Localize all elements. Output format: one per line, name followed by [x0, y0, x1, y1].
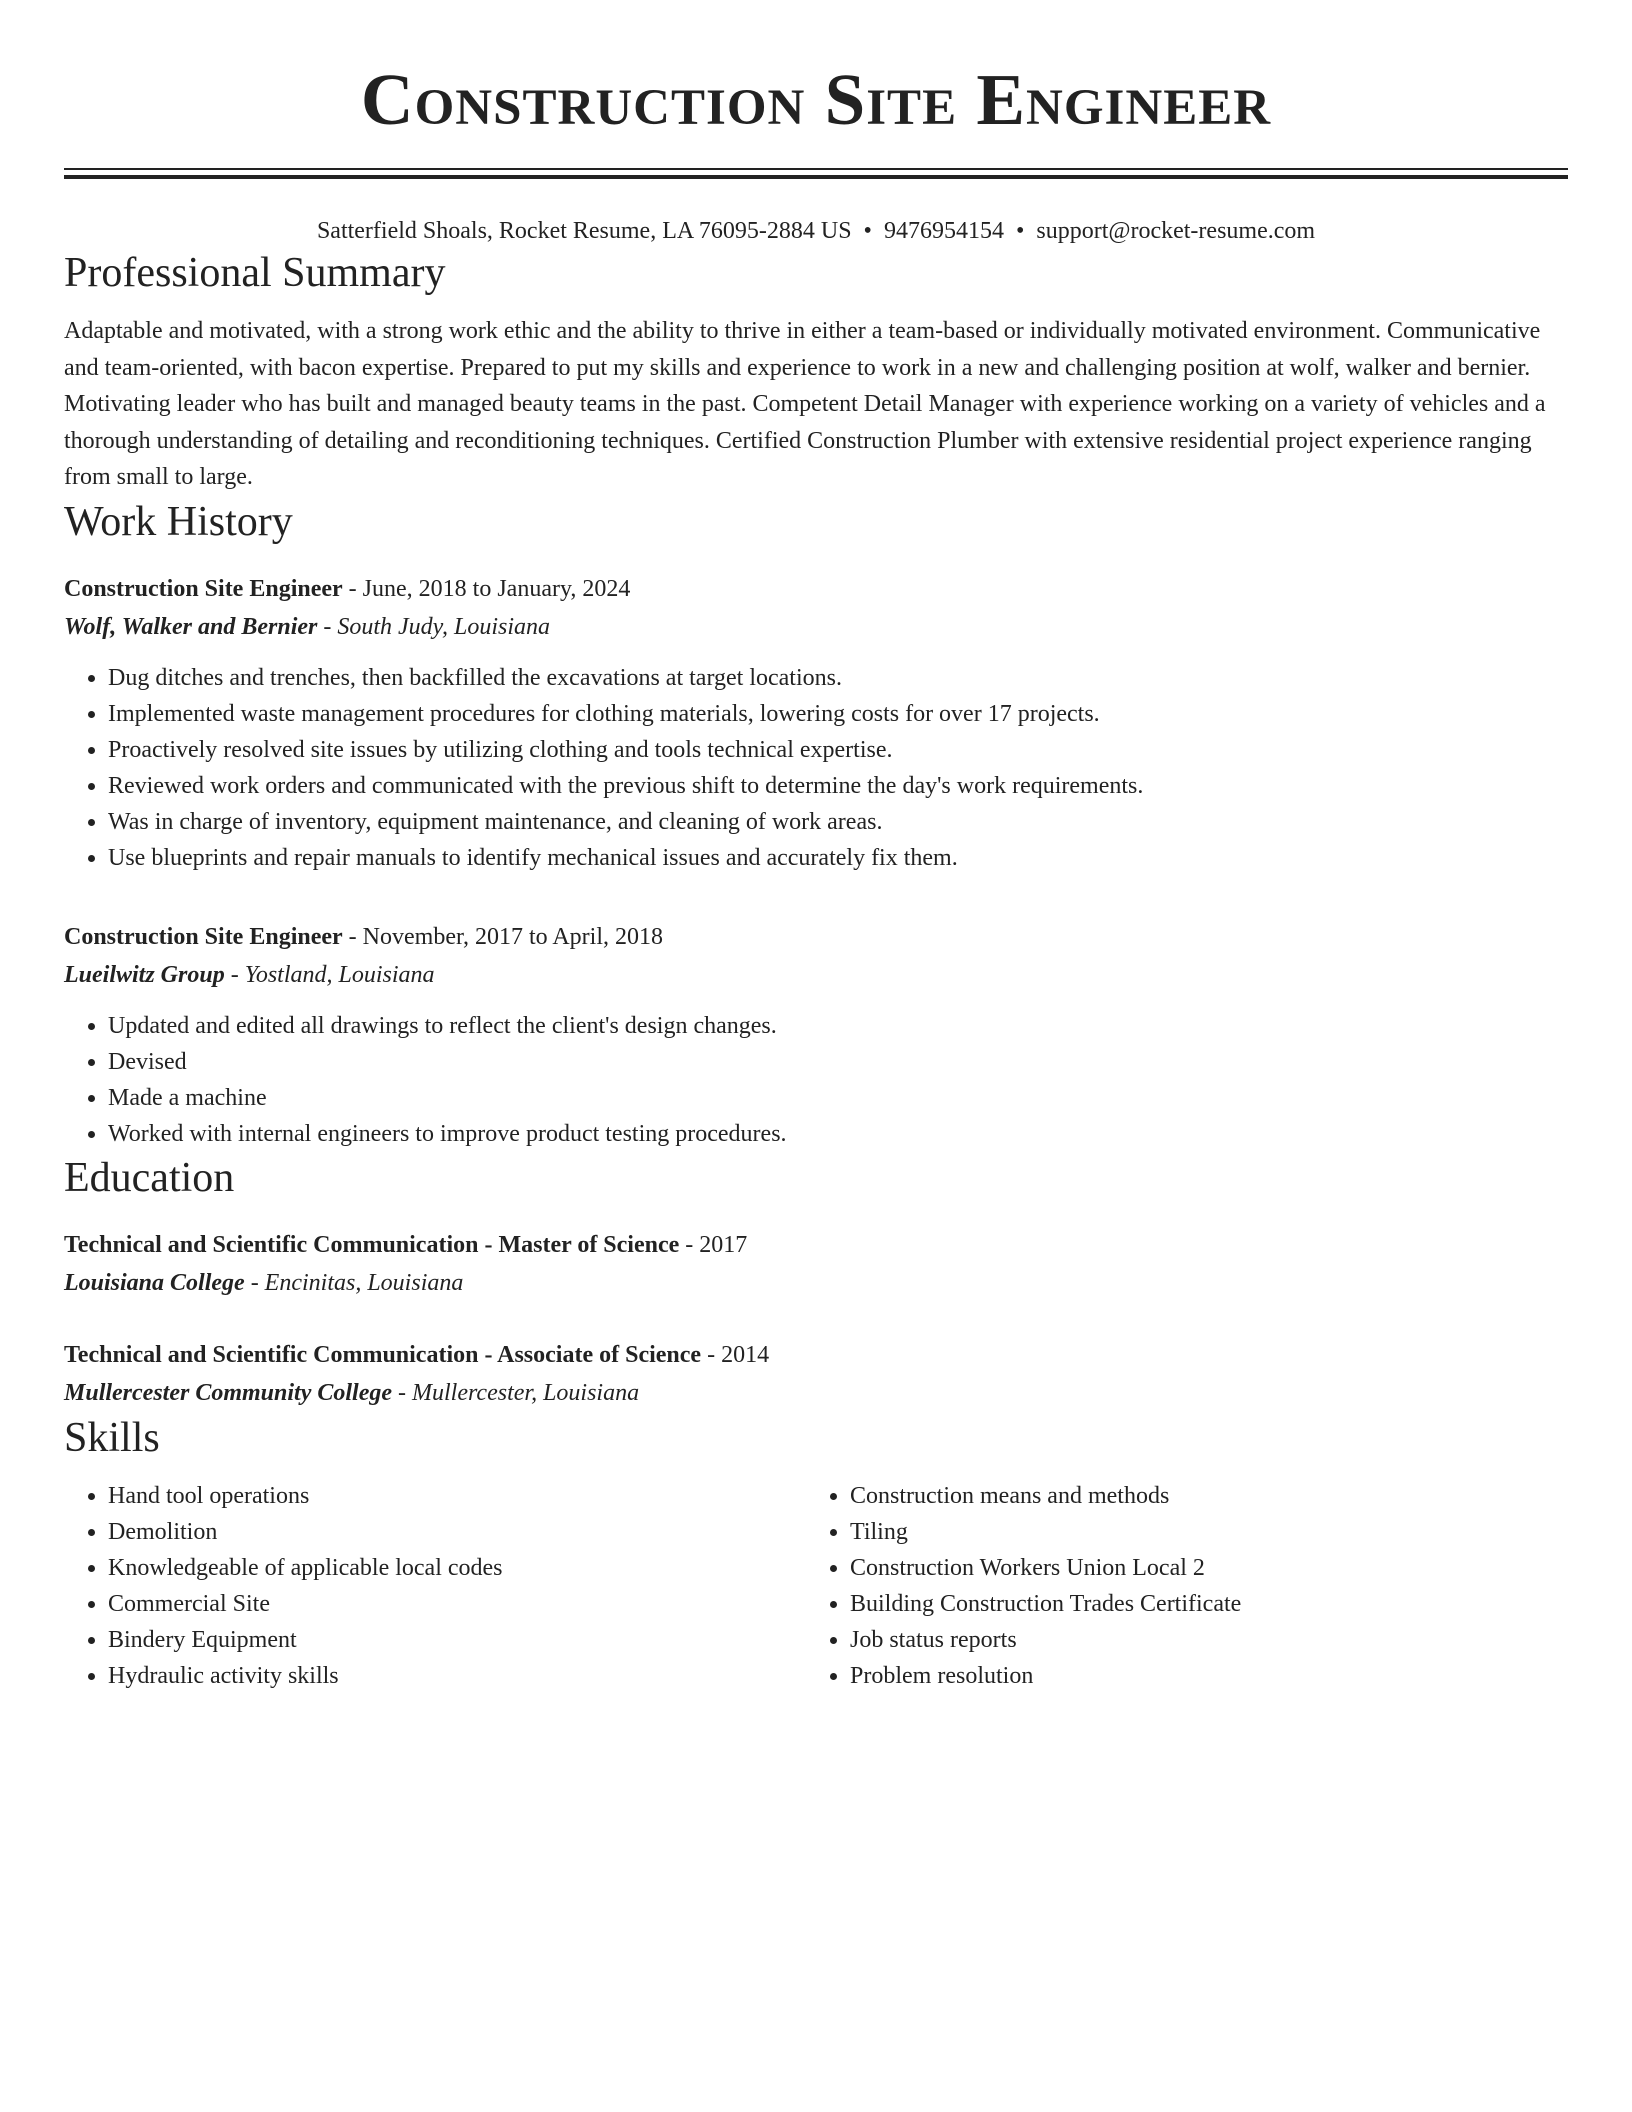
contact-separator: • [1015, 218, 1025, 244]
education-location: - Mullercester, Louisiana [392, 1379, 640, 1406]
skill-item: • Hand tool operations [108, 1478, 806, 1514]
contact-email: support@rocket-resume.com [1036, 218, 1316, 244]
skills-columns [64, 1478, 1568, 1694]
skills-column-left [64, 1478, 806, 1694]
skill-item: • Commercial Site [108, 1586, 806, 1622]
education-school-line [64, 1264, 1568, 1302]
skill-item: • Demolition [108, 1514, 806, 1550]
job-entry [64, 918, 1568, 1152]
contact-line [64, 215, 1568, 247]
list-item: • Updated and edited all drawings to reflect the client's design changes. [108, 1008, 1568, 1044]
list-item: • Dug ditches and trenches, then backfilled the excavations at target locations. [108, 660, 1568, 696]
list-item: • Proactively resolved site issues by utilizing clothing and tools technical expertise. [108, 732, 1568, 768]
job-dates: - November, 2017 to April, 2018 [342, 923, 664, 950]
skill-item: • Tiling [850, 1514, 1548, 1550]
education-entry [64, 1336, 1568, 1412]
job-bullet-list [64, 660, 1568, 876]
education-degree-line [64, 1226, 1568, 1264]
skills-column-right [806, 1478, 1548, 1694]
skill-item: • Bindery Equipment [108, 1622, 806, 1658]
education-year: - 2014 [701, 1341, 770, 1368]
job-company: Wolf, Walker and Bernier [64, 613, 318, 640]
job-location: - Yostland, Louisiana [224, 961, 435, 988]
job-company-line [64, 956, 1568, 994]
job-dates: - June, 2018 to January, 2024 [342, 575, 631, 602]
header-divider [64, 168, 1568, 179]
list-item: • Worked with internal engineers to improve product testing procedures. [108, 1116, 1568, 1152]
contact-separator: • [863, 218, 872, 244]
skill-item: • Knowledgeable of applicable local codes [108, 1550, 806, 1586]
skill-item: • Job status reports [850, 1622, 1548, 1658]
skill-item: • Problem resolution [850, 1658, 1548, 1694]
education-year: - 2017 [679, 1231, 748, 1258]
job-company: Lueilwitz Group [64, 961, 225, 988]
section-title-summary: Professional Summary [64, 250, 446, 296]
education-location: - Encinitas, Louisiana [244, 1269, 464, 1296]
skills-list [64, 1478, 806, 1694]
skill-item: • Building Construction Trades Certificate [850, 1586, 1548, 1622]
skill-item: • Hydraulic activity skills [108, 1658, 806, 1694]
contact-address: Satterfield Shoals, Rocket Resume, LA 76095-2884 US [316, 218, 852, 244]
section-title-education: Education [64, 1154, 235, 1201]
job-company-line [64, 608, 1568, 646]
education-degree: Technical and Scientific Communication - Associate of Science [64, 1341, 702, 1368]
job-entry [64, 570, 1568, 876]
job-title: Construction Site Engineer [64, 575, 343, 602]
resume-name: Construction Site Engineer [360, 59, 1272, 140]
education-school-line [64, 1374, 1568, 1412]
resume-page [64, 0, 1568, 1694]
divider-thick-line [64, 175, 1568, 179]
summary-paragraph: Adaptable and motivated, with a strong work ethic and the ability to thrive in either a team-based or individually motivated environment. Communicative and team-oriented, with bacon expertise. Prepared to put my skills and experience to work in a new and challenging position at wolf, walker and bernier. Motivating leader who has built and managed beauty teams in the past. Competent Detail Manager with experience working on a variety of vehicles and a thorough understanding of detailing and reconditioning techniques. Certified Construction Plumber with extensive residential project experience ranging from small to large. [64, 318, 1546, 490]
job-bullet-list [64, 1008, 1568, 1152]
section-title-skills: Skills [64, 1414, 160, 1461]
education-entry [64, 1226, 1568, 1302]
list-item: • Use blueprints and repair manuals to identify mechanical issues and accurately fix them. [108, 840, 1568, 876]
education-school: Mullercester Community College [64, 1379, 392, 1406]
skills-list [806, 1478, 1548, 1694]
job-title-line [64, 570, 1568, 608]
list-item: • Made a machine [108, 1080, 1568, 1116]
list-item: • Implemented waste management procedures for clothing materials, lowering costs for over 17 projects. [108, 696, 1568, 732]
job-location: - South Judy, Louisiana [317, 613, 551, 640]
section-title-work-history: Work History [64, 498, 293, 545]
skill-item: • Construction means and methods [850, 1478, 1548, 1514]
education-degree: Technical and Scientific Communication - Master of Science [64, 1231, 680, 1258]
list-item: • Was in charge of inventory, equipment maintenance, and cleaning of work areas. [108, 804, 1568, 840]
divider-thin-line [64, 168, 1568, 170]
list-item: • Devised [108, 1044, 1568, 1080]
education-school: Louisiana College [64, 1269, 245, 1296]
skill-item: • Construction Workers Union Local 2 [850, 1550, 1548, 1586]
job-title: Construction Site Engineer [64, 923, 343, 950]
job-title-line [64, 918, 1568, 956]
contact-phone: 9476954154 [883, 218, 1004, 244]
list-item: • Reviewed work orders and communicated with the previous shift to determine the day's work requirements. [108, 768, 1568, 804]
education-degree-line [64, 1336, 1568, 1374]
